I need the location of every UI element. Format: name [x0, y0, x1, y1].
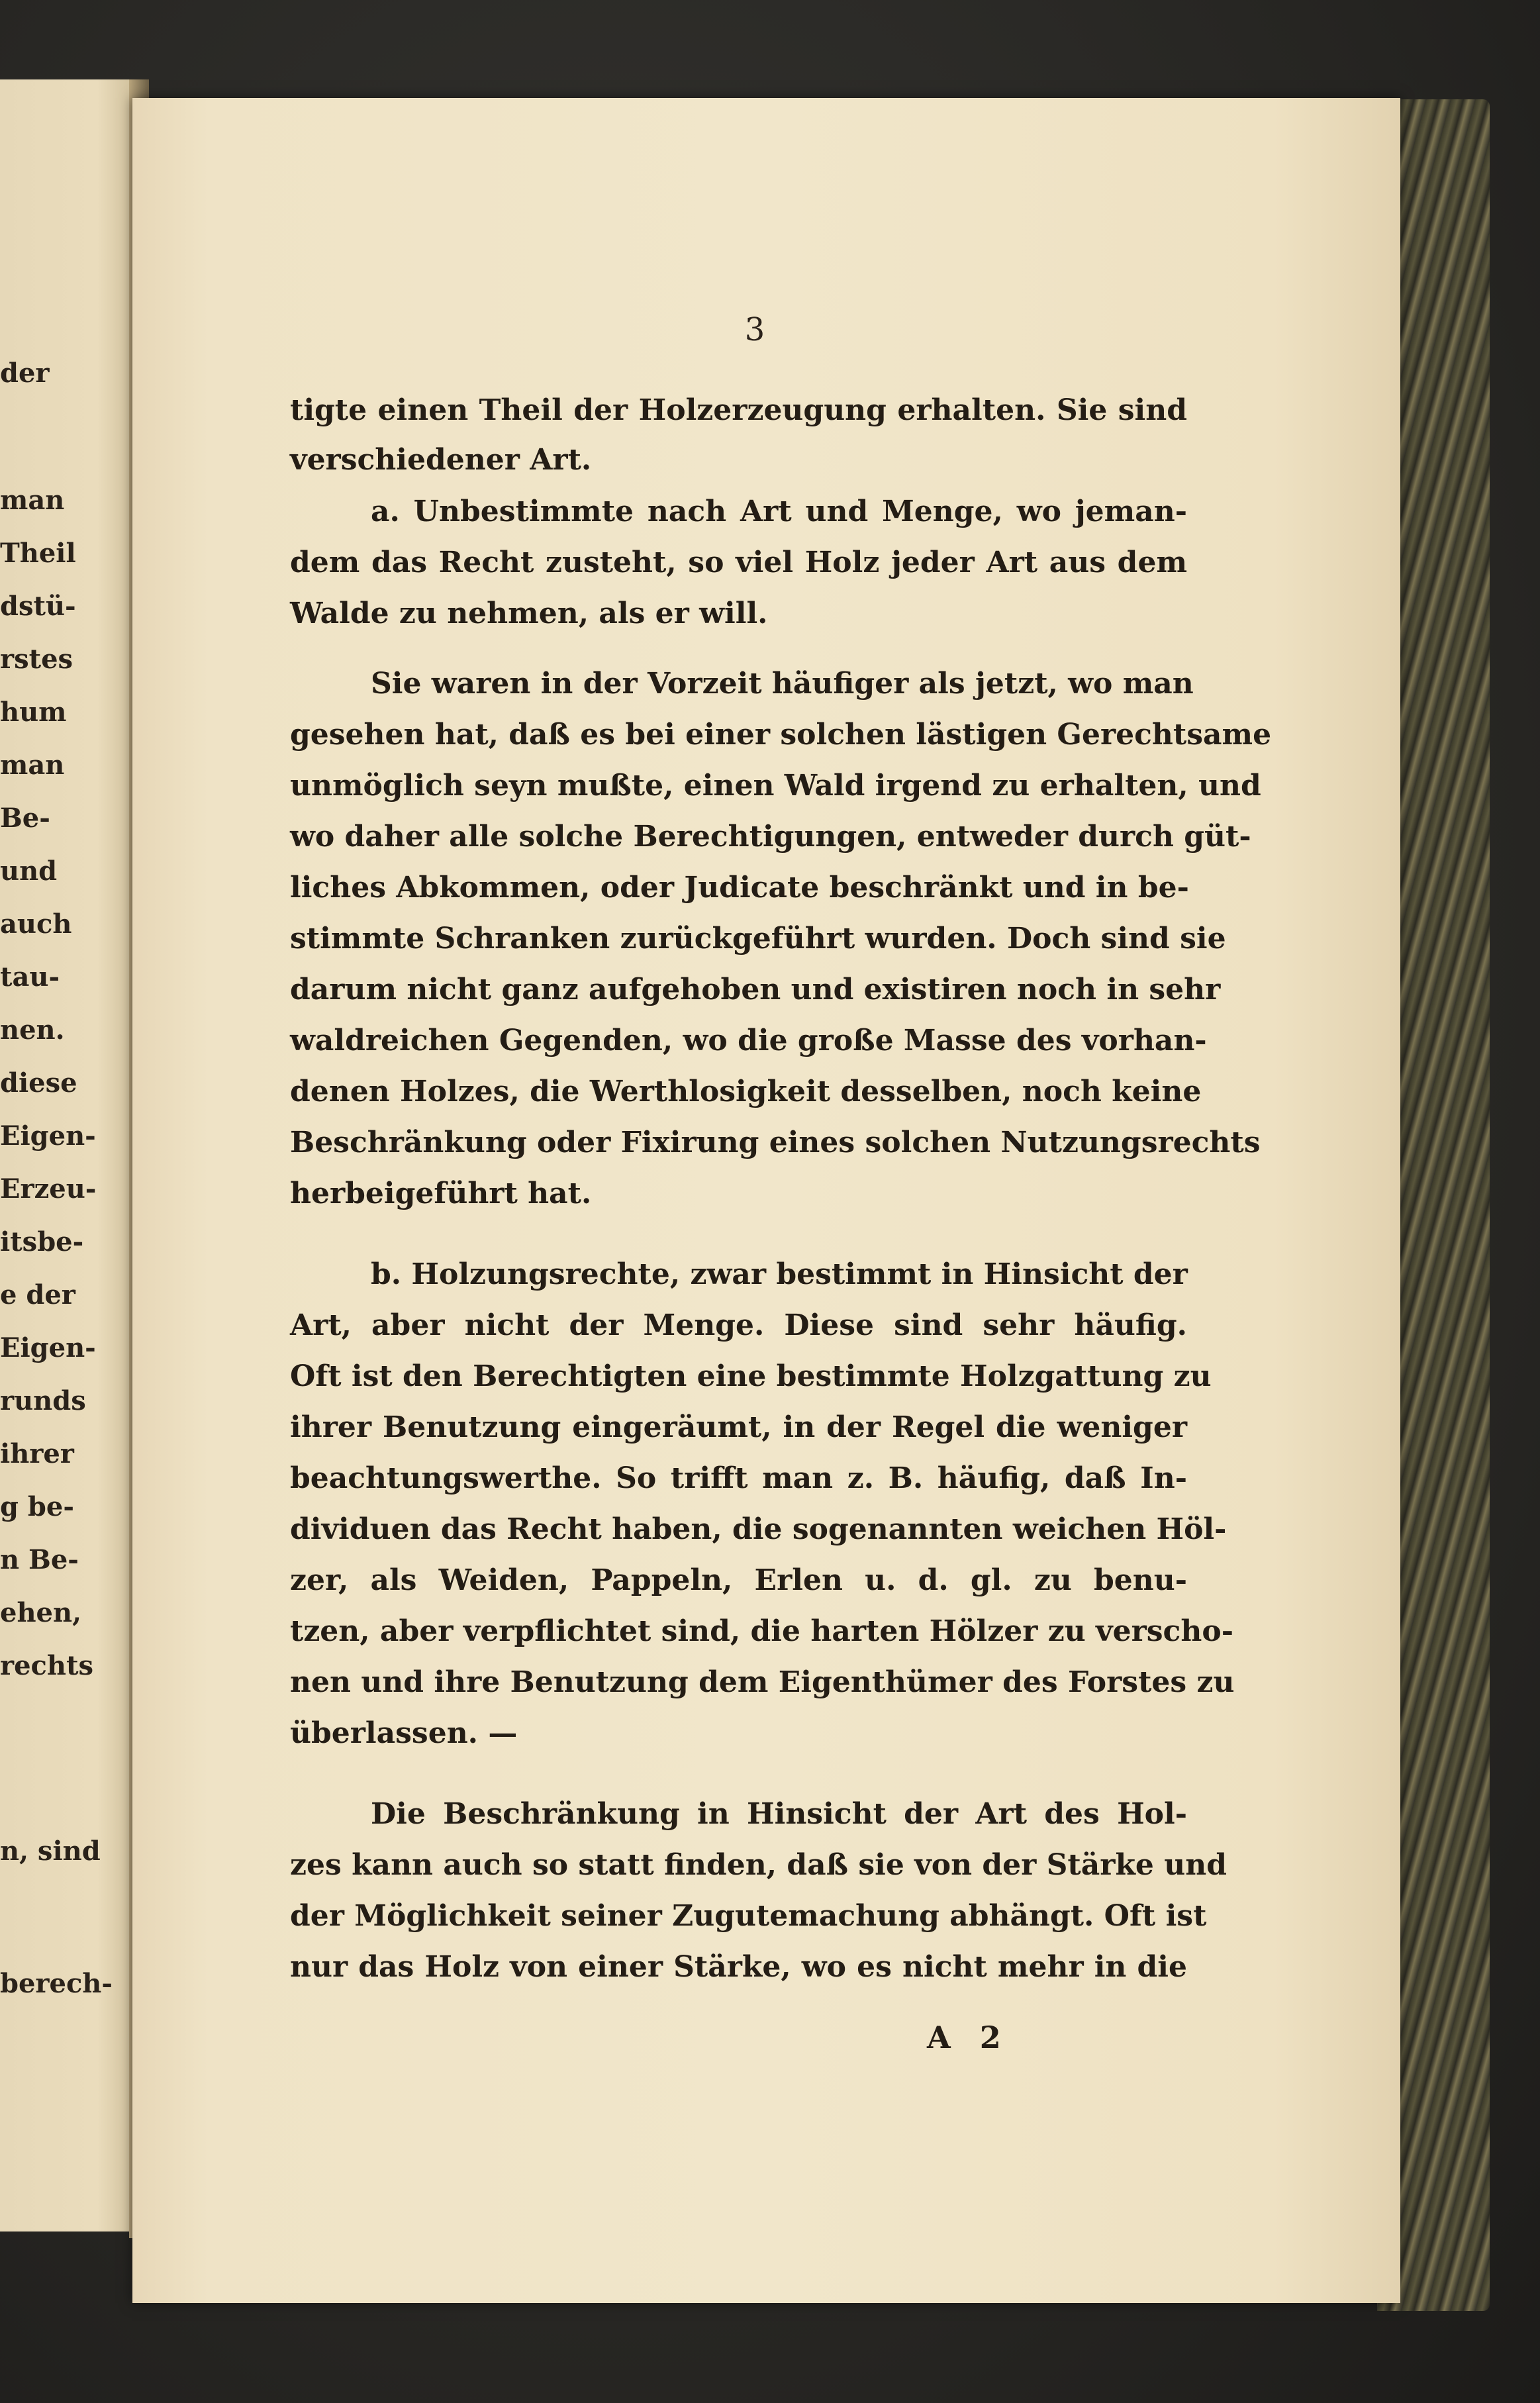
text-line: a. Unbestimmte nach Art und Menge, wo jeman-	[371, 495, 1187, 528]
left-page-word: man	[0, 485, 65, 516]
text-line: zes kann auch so statt finden, daß sie von der Stärke und	[290, 1848, 1227, 1882]
text-line: liches Abkommen, oder Judicate beschränkt und in be-	[290, 871, 1189, 905]
left-page-word: und	[0, 856, 58, 887]
text-line: der Möglichkeit seiner Zugutemachung abhängt. Oft ist	[290, 1899, 1207, 1933]
text-line: nur das Holz von einer Stärke, wo es nicht mehr in die	[290, 1950, 1187, 1984]
left-page-word: auch	[0, 908, 72, 940]
left-page-word: nen.	[0, 1014, 65, 1046]
left-page-word: der	[0, 358, 50, 389]
text-line: überlassen. —	[290, 1716, 518, 1750]
left-page-word: rstes	[0, 644, 73, 675]
left-page-word: man	[0, 750, 65, 781]
left-page-word: e der	[0, 1279, 75, 1310]
left-page-word: tau-	[0, 961, 60, 993]
left-page-word: n Be-	[0, 1544, 79, 1575]
text-line: Sie waren in der Vorzeit häufiger als jetzt, wo man	[371, 667, 1194, 701]
text-line: ihrer Benutzung eingeräumt, in der Regel die weniger	[290, 1410, 1187, 1444]
text-line: verschiedener Art.	[290, 443, 592, 477]
text-line: wo daher alle solche Berechtigungen, entweder durch güt-	[290, 820, 1251, 854]
left-page-word: Erzeu-	[0, 1173, 97, 1204]
text-line: tigte einen Theil der Holzerzeugung erhalten. Sie sind	[290, 393, 1187, 427]
text-line: Walde zu nehmen, als er will.	[290, 597, 768, 630]
left-page-word: Eigen-	[0, 1120, 96, 1152]
left-page-word: hum	[0, 697, 67, 728]
text-line: herbeigeführt hat.	[290, 1177, 592, 1210]
left-page-word: berech-	[0, 1968, 113, 1999]
text-line: zer, als Weiden, Pappeln, Erlen u. d. gl. zu benu-	[290, 1563, 1187, 1597]
text-line: darum nicht ganz aufgehoben und existiren noch in sehr	[290, 973, 1221, 1006]
text-line: tzen, aber verpflichtet sind, die harten Hölzer zu verscho-	[290, 1614, 1233, 1648]
left-page-word: n, sind	[0, 1836, 101, 1867]
text-line: Art, aber nicht der Menge. Diese sind sehr häufig.	[290, 1308, 1187, 1342]
text-line: unmöglich seyn mußte, einen Wald irgend zu erhalten, und	[290, 769, 1261, 803]
text-line: beachtungswerthe. So trifft man z. B. häufig, daß In-	[290, 1461, 1187, 1495]
left-page-word: runds	[0, 1385, 86, 1416]
left-page-word: itsbe-	[0, 1226, 84, 1257]
text-line: stimmte Schranken zurückgeführt wurden. Doch sind sie	[290, 922, 1226, 956]
text-line: Beschränkung oder Fixirung eines solchen Nutzungsrechts	[290, 1126, 1261, 1159]
text-line: Die Beschränkung in Hinsicht der Art des Hol-	[371, 1797, 1187, 1831]
text-line: dividuen das Recht haben, die sogenannten weichen Höl-	[290, 1512, 1227, 1546]
signature-mark: A 2	[927, 2020, 1010, 2055]
left-page-word: Theil	[0, 538, 76, 569]
text-line: b. Holzungsrechte, zwar bestimmt in Hinsicht der	[371, 1257, 1188, 1291]
text-line: denen Holzes, die Werthlosigkeit desselben, noch keine	[290, 1075, 1202, 1108]
left-page-word: Be-	[0, 803, 50, 834]
left-page-word: dstü-	[0, 591, 76, 622]
page-number: 3	[744, 311, 765, 348]
left-page	[0, 79, 139, 2231]
text-line: Oft ist den Berechtigten eine bestimmte Holzgattung zu	[290, 1359, 1212, 1393]
left-page-word: diese	[0, 1067, 77, 1099]
left-page-word: ihrer	[0, 1438, 74, 1469]
left-page-word: ehen,	[0, 1597, 81, 1628]
text-line: dem das Recht zusteht, so viel Holz jeder Art aus dem	[290, 546, 1187, 579]
text-line: nen und ihre Benutzung dem Eigenthümer des Forstes zu	[290, 1665, 1235, 1699]
left-page-word: rechts	[0, 1650, 93, 1681]
left-page-word: Eigen-	[0, 1332, 96, 1363]
left-page-word: g be-	[0, 1491, 74, 1522]
text-line: gesehen hat, daß es bei einer solchen lästigen Gerechtsame	[290, 718, 1272, 752]
text-line: waldreichen Gegenden, wo die große Masse des vorhan-	[290, 1024, 1207, 1057]
